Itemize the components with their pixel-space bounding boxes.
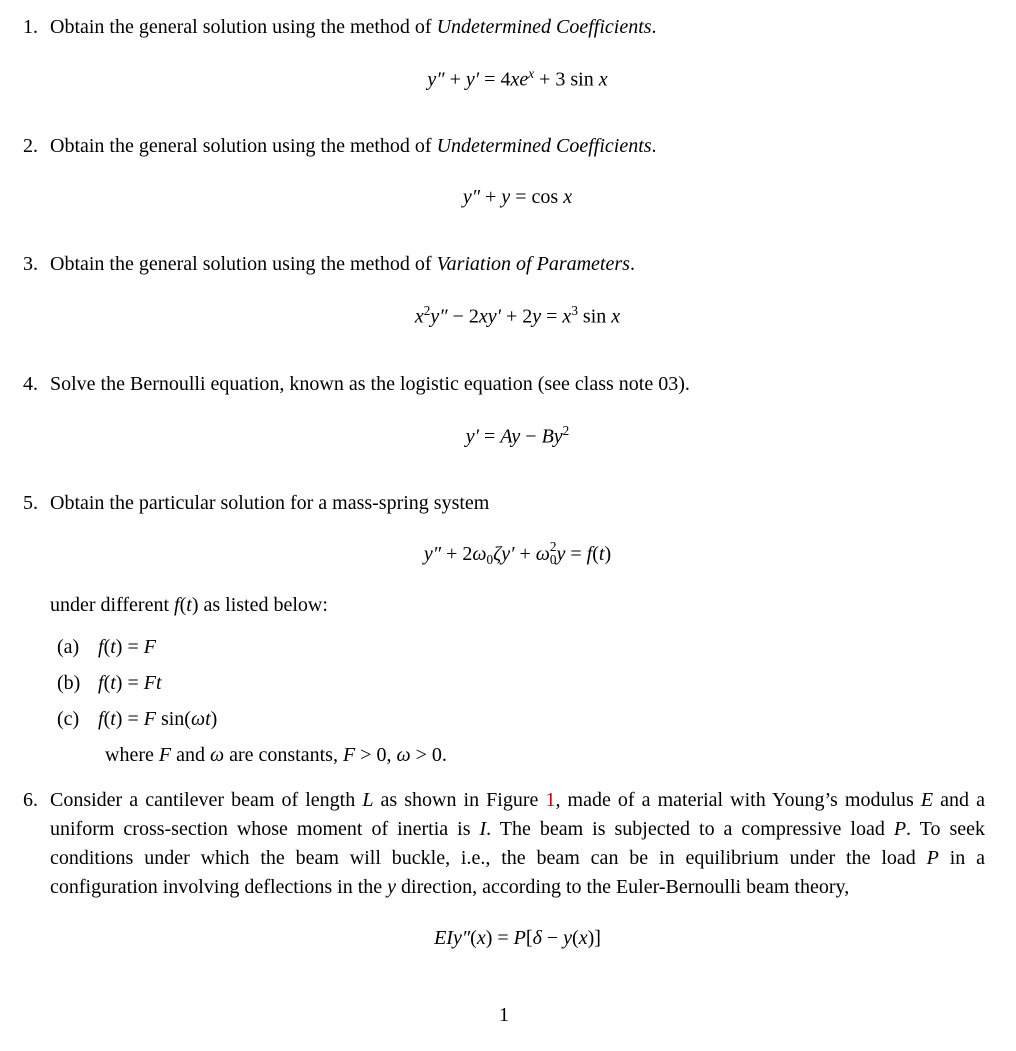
problem-item-1	[23, 13, 985, 116]
text-run: f	[174, 593, 180, 616]
text-run: .	[629, 253, 635, 276]
subitem-a	[57, 633, 985, 662]
text-run: are constants,	[224, 743, 343, 766]
equation-display	[50, 301, 985, 331]
problem-subtext	[50, 591, 985, 620]
problem-body	[50, 13, 985, 116]
text-run: x	[528, 66, 535, 81]
text-run: direction, according to the Euler-Bernoulli beam theory,	[396, 875, 850, 898]
subitem-text	[98, 636, 156, 658]
subitem-label: (a)	[57, 635, 80, 658]
text-run: ) =	[115, 671, 144, 694]
subitem-text	[98, 708, 217, 730]
text-run: sin	[577, 305, 612, 328]
text-run: P	[513, 926, 526, 949]
text-run: ) =	[485, 926, 514, 949]
problem-text	[50, 489, 985, 518]
text-run: (	[103, 635, 111, 658]
text-run: Obtain the particular solution for a mass-spring system	[50, 491, 490, 514]
text-run: By	[541, 424, 563, 447]
equation-display	[50, 183, 985, 212]
text-run: x	[563, 186, 573, 209]
text-run: ζy′	[493, 542, 515, 565]
text-run: ω	[209, 743, 225, 766]
text-run: 2 0	[549, 539, 557, 568]
text-run: )	[604, 542, 612, 565]
equation-display	[50, 64, 985, 94]
text-run: −	[541, 926, 564, 949]
text-run: F	[143, 707, 156, 730]
text-run: in a configuration involving deflections in the	[50, 846, 985, 898]
text-run: δ	[532, 926, 542, 949]
constants-note	[105, 741, 985, 770]
text-run: Variation of Parameters	[436, 253, 630, 276]
text-run: ω	[472, 542, 487, 565]
text-run: P	[926, 846, 939, 869]
text-run: y	[501, 186, 511, 209]
text-run: x	[611, 305, 621, 328]
text-run: xe	[510, 68, 529, 91]
text-run: [	[525, 926, 533, 949]
page-number: 1	[499, 1003, 509, 1026]
problem-item-5	[23, 489, 985, 770]
text-run: y″	[423, 542, 442, 565]
text-run: under different	[50, 593, 175, 616]
text-run: ω	[396, 743, 411, 766]
text-run: Obtain the general solution using the method of	[50, 135, 437, 158]
text-run: xy′	[478, 305, 501, 328]
text-run: y″	[430, 305, 448, 328]
problem-text	[50, 250, 985, 279]
text-run: ωt	[190, 707, 211, 730]
text-run: (	[179, 593, 187, 616]
text-run: (	[470, 926, 477, 949]
problem-number: 1.	[23, 16, 38, 38]
text-run: − 2	[447, 305, 479, 328]
text-run: f	[98, 635, 104, 658]
text-run: y′	[465, 424, 479, 447]
text-run: = 4	[479, 68, 511, 91]
text-run: . The beam is subjected to a compressive load	[486, 817, 894, 840]
text-run: ) =	[115, 635, 144, 658]
equation-display	[50, 924, 985, 953]
text-run: f	[98, 707, 104, 730]
text-run: EIy″	[434, 926, 471, 949]
text-run: , made of a material with Young’s modulus	[555, 788, 921, 811]
text-run: =	[565, 542, 587, 565]
text-run: Undetermined Coefficients	[436, 16, 652, 38]
text-run: +	[480, 186, 502, 209]
text-run: and	[171, 743, 210, 766]
text-run: I	[479, 817, 487, 840]
text-run: t	[598, 542, 605, 565]
problem-item-6	[23, 786, 985, 975]
text-run: .	[651, 135, 657, 158]
text-run: +	[514, 542, 536, 565]
text-run: Ft	[143, 671, 162, 694]
text-run: y	[563, 926, 573, 949]
problem-number: 2.	[23, 135, 38, 158]
text-run: −	[520, 424, 542, 447]
text-run: f	[586, 542, 593, 565]
text-run: y	[387, 875, 397, 898]
problem-body	[50, 250, 985, 353]
problem-number: 6.	[23, 788, 38, 811]
text-run: t	[186, 593, 192, 616]
text-run: and a uniform cross-section whose moment of inertia is	[50, 788, 985, 840]
subitem-c	[57, 705, 985, 734]
text-run: y′	[465, 68, 480, 91]
text-run: P	[893, 817, 907, 840]
text-run: Obtain the general solution using the method of	[50, 253, 437, 276]
text-run: f	[98, 671, 104, 694]
text-run: where	[105, 743, 159, 766]
text-run: y″	[462, 186, 481, 209]
equation-display	[50, 540, 985, 569]
text-run: (	[572, 926, 579, 949]
text-run: F	[143, 635, 156, 658]
problem-text	[50, 132, 985, 161]
text-run: Solve the Bernoulli equation, known as the logistic equation (see class note 03).	[50, 372, 690, 395]
text-run: Undetermined Coefficients	[436, 135, 652, 158]
text-run: y″	[427, 68, 445, 91]
text-run: x	[562, 305, 572, 328]
problem-body	[50, 489, 985, 770]
problem-body	[50, 370, 985, 473]
text-run: L	[362, 788, 374, 811]
text-run: 2	[423, 303, 431, 319]
subitem-text	[98, 672, 162, 694]
subitem-list	[57, 633, 985, 770]
text-run: ω	[535, 542, 550, 565]
text-run: F	[342, 743, 356, 766]
problem-text	[50, 13, 985, 42]
text-run: 3	[571, 303, 578, 319]
subitem-label: (b)	[57, 671, 81, 694]
text-run: F	[158, 743, 172, 766]
text-run: . To seek conditions under which the beam will buckle, i.e., the beam can be in equilibrium under the load	[50, 817, 986, 869]
text-run: 0	[486, 551, 494, 567]
problem-body	[50, 132, 985, 234]
text-run: )]	[587, 926, 601, 949]
text-run: Consider a cantilever beam of length	[50, 788, 363, 811]
text-run: t	[110, 671, 116, 694]
problem-item-3	[23, 250, 985, 353]
text-run: (	[592, 542, 599, 565]
problem-text	[50, 786, 985, 902]
problem-item-2	[23, 132, 985, 234]
text-run: (	[103, 707, 111, 730]
text-run: x	[598, 68, 608, 91]
text-run: > 0.	[410, 743, 447, 766]
problem-text	[50, 370, 985, 399]
text-run: x	[578, 926, 588, 949]
text-run: 2	[562, 422, 570, 438]
problem-number: 3.	[23, 253, 38, 276]
text-run: sin(	[155, 707, 191, 730]
text-run: +	[444, 68, 466, 91]
text-run: > 0,	[355, 743, 397, 766]
text-run: + 2	[441, 542, 473, 565]
text-run: = cos	[510, 186, 564, 209]
text-run: =	[541, 305, 563, 328]
text-run: Obtain the general solution using the method of	[50, 16, 437, 38]
text-run: y	[556, 542, 566, 565]
text-run: x	[476, 926, 486, 949]
problem-body	[50, 786, 985, 975]
problem-number: 4.	[23, 372, 38, 395]
text-run: (	[103, 671, 111, 694]
text-run: =	[479, 424, 501, 447]
text-run: ) as listed below:	[191, 593, 328, 616]
text-run: ) =	[115, 707, 144, 730]
text-run: t	[110, 635, 116, 658]
problem-item-4	[23, 370, 985, 473]
text-run: )	[210, 707, 218, 730]
text-run: y	[532, 305, 542, 328]
text-run: Ay	[500, 424, 521, 447]
text-run: as shown in Figure	[373, 788, 546, 811]
text-run: + 3 sin	[534, 68, 599, 91]
figure-ref-link[interactable]: 1	[545, 788, 556, 811]
subitem-b	[57, 669, 985, 698]
text-run: .	[651, 16, 657, 38]
text-run: t	[110, 707, 116, 730]
text-run: E	[920, 788, 934, 811]
equation-display	[50, 421, 985, 451]
text-run: x	[414, 305, 424, 328]
text-run: + 2	[500, 305, 533, 328]
subitem-label: (c)	[57, 707, 80, 730]
problem-number: 5.	[23, 491, 38, 514]
